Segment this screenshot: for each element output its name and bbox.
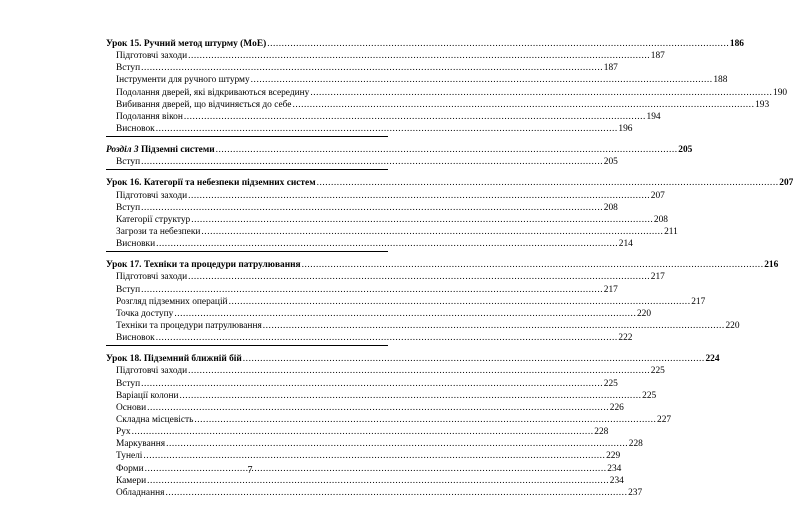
toc-entry — [106, 156, 618, 168]
toc-entry — [106, 87, 788, 99]
toc-entry-page: 234 — [607, 463, 622, 474]
toc-entry-label: Основи — [116, 402, 147, 413]
toc-entry-label: Подолання вікон — [116, 111, 183, 122]
table-of-contents — [106, 38, 793, 507]
toc-heading-page: 207 — [779, 178, 793, 189]
toc-entry-label: Техніки та процедури патрулювання — [116, 320, 262, 331]
toc-entry-page: 207 — [650, 190, 665, 201]
toc-entry — [106, 438, 643, 450]
toc-entry-page: 228 — [594, 427, 609, 438]
dot-leader — [251, 74, 713, 86]
toc-entry-label: Інструменти для ручного штурму — [116, 75, 250, 86]
toc-entry-label: Вступ — [116, 378, 141, 389]
dot-leader — [263, 320, 725, 332]
toc-entry-label: Підготовчі заходи — [116, 190, 188, 201]
dot-leader — [317, 177, 779, 189]
toc-entry-label: Висновок — [116, 333, 155, 344]
toc-entry — [106, 62, 618, 74]
toc-entry-label: Подолання дверей, які відкриваються всередину — [116, 87, 310, 98]
toc-heading-text: Підземні системи — [138, 145, 215, 156]
toc-entry-label: Вступ — [116, 202, 141, 213]
dot-leader — [229, 296, 691, 308]
dot-leader — [179, 390, 641, 402]
toc-entry-label: Розгляд підземних операцій — [116, 296, 228, 307]
dot-leader — [147, 475, 609, 487]
toc-section — [106, 259, 779, 346]
toc-entry-page: 234 — [609, 475, 624, 486]
dot-leader — [141, 202, 603, 214]
toc-section — [106, 144, 693, 170]
toc-entry-label: Вступ — [116, 157, 141, 168]
dot-leader — [188, 50, 650, 62]
toc-entry-page: 237 — [628, 487, 643, 498]
toc-entry — [106, 378, 618, 390]
dot-leader — [156, 123, 618, 135]
toc-entry-label: Вступ — [116, 284, 141, 295]
toc-entry — [106, 450, 621, 462]
dot-leader — [165, 487, 627, 499]
dot-leader — [132, 426, 594, 438]
toc-entry-label: Підготовчі заходи — [116, 272, 188, 283]
dot-leader — [184, 111, 646, 123]
toc-section — [106, 38, 788, 137]
toc-entry-label: Висновок — [116, 123, 155, 134]
dot-leader — [143, 450, 605, 462]
toc-entry — [106, 402, 624, 414]
toc-entry-page: 227 — [657, 414, 672, 425]
dot-leader — [267, 38, 729, 50]
toc-entry-label: Вибивання дверей, що відчиняється до себе — [116, 99, 292, 110]
toc-entry — [106, 284, 618, 296]
dot-leader — [141, 378, 603, 390]
toc-entry-page: 228 — [628, 439, 643, 450]
toc-entry — [106, 111, 661, 123]
dot-leader — [243, 353, 705, 365]
toc-entry-page: 187 — [650, 51, 665, 62]
toc-entry — [106, 123, 633, 135]
toc-heading-page: 224 — [705, 354, 720, 365]
dot-leader — [201, 226, 663, 238]
dot-leader — [191, 214, 653, 226]
toc-entry — [106, 475, 624, 487]
toc-heading-page: 186 — [729, 39, 744, 49]
page-number: 7 — [247, 465, 253, 476]
toc-heading-page: 205 — [678, 145, 693, 156]
toc-entry-label: Форми — [116, 463, 144, 474]
toc-entry-label: Підготовчі заходи — [116, 366, 188, 377]
toc-entry-label: Загрози та небезпеки — [116, 226, 201, 237]
toc-heading-label: Урок 18. Підземний ближній бій — [106, 354, 242, 365]
toc-entry-page: 217 — [691, 296, 706, 307]
dot-leader — [188, 190, 650, 202]
toc-entry-page: 220 — [725, 320, 740, 331]
toc-entry-label: Варіації колони — [116, 390, 179, 401]
dot-leader — [141, 284, 603, 296]
toc-entry-label: Маркування — [116, 439, 166, 450]
toc-section — [106, 177, 793, 252]
toc-entry — [106, 50, 665, 62]
toc-heading-label: Урок 17. Техніки та процедури патрулювання — [106, 260, 301, 271]
toc-heading — [106, 144, 693, 156]
toc-entry-page: 229 — [606, 451, 621, 462]
toc-heading — [106, 259, 779, 271]
toc-entry-page: 222 — [618, 333, 633, 344]
toc-heading — [106, 38, 744, 50]
toc-entry-page: 226 — [609, 402, 624, 413]
toc-entry — [106, 202, 618, 214]
toc-entry — [106, 271, 665, 283]
toc-entry-page: 194 — [646, 111, 661, 122]
toc-entry — [106, 487, 643, 499]
dot-leader — [147, 402, 609, 414]
toc-entry-page: 208 — [603, 202, 618, 213]
toc-entry-page: 217 — [650, 272, 665, 283]
toc-entry — [106, 238, 633, 250]
toc-entry — [106, 74, 728, 86]
dot-leader — [302, 259, 764, 271]
dot-leader — [188, 271, 650, 283]
toc-heading-label — [106, 144, 215, 156]
toc-entry-page: 190 — [773, 87, 788, 98]
toc-entry-page: 220 — [636, 308, 652, 319]
toc-entry — [106, 320, 740, 332]
toc-entry-page: 214 — [618, 239, 633, 250]
toc-entry — [106, 99, 770, 111]
toc-entry-page: 188 — [713, 75, 728, 86]
dot-leader — [310, 87, 772, 99]
toc-entry — [106, 332, 633, 344]
dot-leader — [174, 308, 636, 320]
toc-entry-label: Точка доступу — [116, 308, 174, 319]
dot-leader — [292, 99, 754, 111]
toc-entry — [106, 390, 657, 402]
toc-entry-page: 193 — [755, 99, 770, 110]
dot-leader — [188, 365, 650, 377]
toc-entry-page: 225 — [642, 390, 657, 401]
toc-heading-prefix: Розділ 3 — [106, 145, 139, 156]
toc-entry-page: 225 — [603, 378, 618, 389]
toc-entry-label: Обладнання — [116, 487, 165, 498]
toc-entry-label: Камери — [116, 475, 147, 486]
toc-entry — [106, 414, 672, 426]
toc-heading — [106, 353, 720, 365]
toc-entry-label: Висновки — [116, 239, 156, 250]
toc-entry-page: 187 — [603, 63, 618, 74]
toc-entry — [106, 365, 665, 377]
toc-entry — [106, 214, 668, 226]
toc-entry — [106, 308, 652, 320]
toc-entry-page: 205 — [603, 157, 618, 168]
toc-heading — [106, 177, 793, 189]
dot-leader — [166, 438, 628, 450]
toc-entry-page: 225 — [650, 366, 665, 377]
dot-leader — [141, 62, 603, 74]
toc-entry-label: Категорії структур — [116, 214, 191, 225]
toc-entry-page: 211 — [664, 226, 678, 237]
toc-entry-page: 208 — [653, 214, 668, 225]
dot-leader — [194, 414, 656, 426]
toc-entry-page: 196 — [618, 123, 633, 134]
toc-heading-label: Урок 15. Ручний метод штурму (MoE) — [106, 39, 267, 49]
toc-heading-label: Урок 16. Категорії та небезпеки підземних систем — [106, 178, 316, 189]
toc-entry — [106, 190, 665, 202]
toc-entry — [106, 426, 609, 438]
toc-heading-page: 216 — [764, 260, 779, 271]
toc-entry-label: Підготовчі заходи — [116, 51, 188, 62]
toc-section — [106, 353, 720, 500]
toc-entry-page: 217 — [603, 284, 618, 295]
toc-entry-label: Вступ — [116, 63, 141, 74]
toc-entry-label: Складна місцевість — [116, 414, 194, 425]
dot-leader — [156, 238, 618, 250]
toc-entry — [106, 296, 706, 308]
dot-leader — [141, 156, 603, 168]
toc-entry-label: Рух — [116, 427, 131, 438]
dot-leader — [216, 144, 678, 156]
dot-leader — [156, 332, 618, 344]
toc-entry — [106, 226, 678, 238]
toc-entry-label: Тунелі — [116, 451, 143, 462]
